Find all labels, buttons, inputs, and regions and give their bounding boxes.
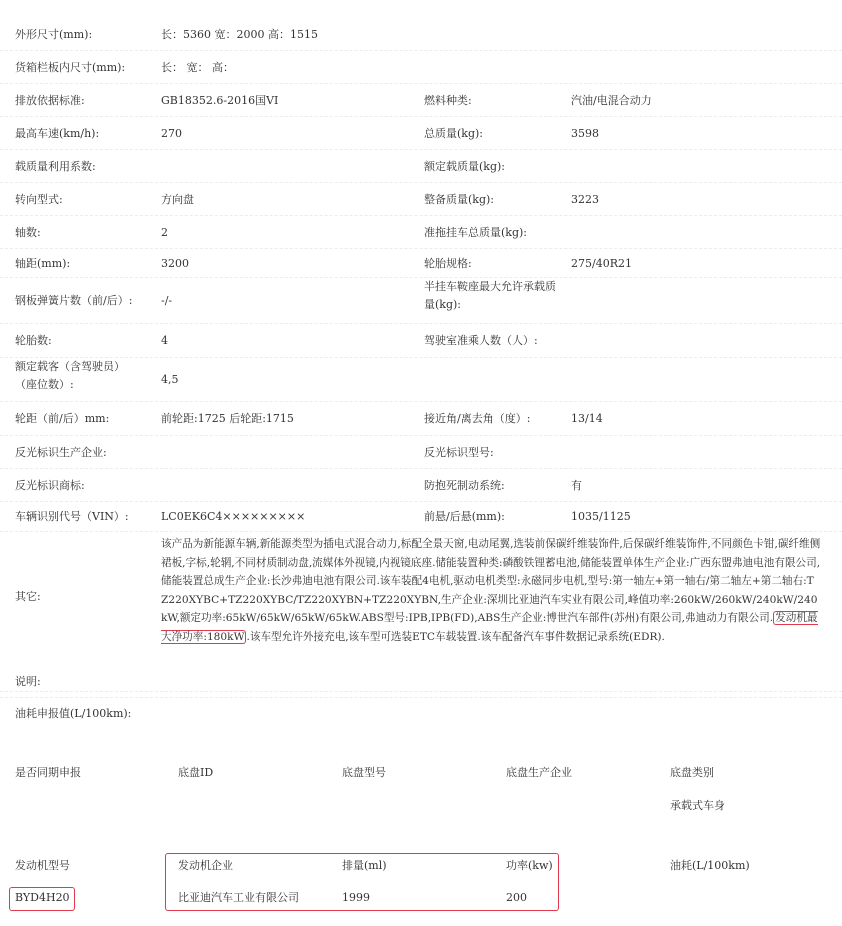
spec-label-right: 接近角/离去角（度）: bbox=[424, 412, 531, 425]
engine-header-power: 功率(kw) bbox=[506, 859, 553, 872]
spec-value: 3200 bbox=[161, 257, 189, 270]
spec-value: 前轮距:1725 后轮距:1715 bbox=[161, 412, 294, 425]
engine-header-displacement: 排量(ml) bbox=[342, 859, 387, 872]
spec-row bbox=[0, 84, 842, 117]
spec-row-fuel bbox=[0, 700, 842, 730]
spec-label: 最高车速(km/h): bbox=[15, 127, 100, 140]
spec-label-other: 其它: bbox=[15, 590, 41, 603]
spec-label: 轴距(mm): bbox=[15, 257, 71, 270]
chassis-header-sync: 是否同期申报 bbox=[15, 766, 81, 779]
spec-label-right: 准拖挂车总质量(kg): bbox=[424, 226, 527, 239]
fuel-label: 油耗申报值(L/100km): bbox=[15, 707, 132, 720]
spec-label: 反光标识生产企业: bbox=[15, 446, 107, 459]
other-text-before: 该产品为新能源车辆,新能源类型为插电式混合动力,标配全景天窗,电动尾翼,选装前保碳纤维装饰件,后保碳纤维装饰件,不同颜色卡钳,碳纤维侧裙板,字标,轮辋,不同材质制动盘,流媒体外视镜,内视镜底座.储能装置种类:磷酸铁锂蓄电池,储能装置单体生产企业:广西东盟弗迪电池有限公司,储能装置总成生产企业:长沙弗迪电池有限公司.该车装配4电机,驱动电机类型:永磁同步电机,型号:第一轴左+第一轴右/第二轴左+第二轴右:TZ220XYBC+TZ220XYBC/TZ220XYBN+TZ220XYBN,生产企业:深圳比亚迪汽车实业有限公司,峰值功率:260kW/260kW/240kW/240kW,额定功率:65kW/65kW/65kW/65kW.ABS型号:IPB,IPB(FD),ABS生产企业:博世汽车部件(苏州)有限公司,弗迪动力有限公司. bbox=[161, 538, 821, 624]
spec-row-note bbox=[0, 668, 842, 698]
spec-value-right: 有 bbox=[571, 479, 582, 492]
spec-label: 货箱栏板内尺寸(mm): bbox=[15, 61, 126, 74]
spec-value-right: 275/40R21 bbox=[571, 257, 632, 270]
spec-row bbox=[0, 324, 842, 358]
chassis-header-id: 底盘ID bbox=[178, 766, 214, 779]
spec-row bbox=[0, 216, 842, 249]
spec-row bbox=[0, 469, 842, 502]
spec-row bbox=[0, 402, 842, 436]
spec-label-right: 驾驶室准乘人数（人）: bbox=[424, 334, 538, 347]
spec-value-right: 3598 bbox=[571, 127, 599, 140]
chassis-header-maker: 底盘生产企业 bbox=[506, 766, 572, 779]
spec-value: 2 bbox=[161, 226, 168, 239]
engine-header-fuel: 油耗(L/100km) bbox=[670, 859, 750, 872]
engine-header-model: 发动机型号 bbox=[15, 859, 70, 872]
engine-power-value: 200 bbox=[506, 891, 527, 904]
chassis-header-model: 底盘型号 bbox=[342, 766, 386, 779]
spec-value-right: 1035/1125 bbox=[571, 510, 631, 523]
spec-label: 车辆识别代号（VIN）: bbox=[15, 510, 129, 523]
spec-label: 钢板弹簧片数（前/后）: bbox=[15, 294, 133, 307]
spec-row bbox=[0, 18, 842, 51]
spec-label-right: 防抱死制动系统: bbox=[424, 479, 505, 492]
spec-label-right: 整备质量(kg): bbox=[424, 193, 494, 206]
spec-value: -/- bbox=[161, 294, 173, 307]
spec-value: 长： 宽： 高： bbox=[161, 61, 234, 74]
spec-label-right: 半挂车鞍座最大允许承载质量(kg): bbox=[424, 280, 556, 311]
spec-value-right: 13/14 bbox=[571, 412, 603, 425]
other-description bbox=[161, 535, 821, 646]
spec-row bbox=[0, 150, 842, 183]
engine-model-value: BYD4H20 bbox=[15, 891, 70, 904]
engine-header-maker: 发动机企业 bbox=[178, 859, 233, 872]
spec-label: 转向型式: bbox=[15, 193, 63, 206]
spec-row bbox=[0, 502, 842, 532]
spec-label: 载质量利用系数: bbox=[15, 160, 96, 173]
spec-label: 轮距（前/后）mm: bbox=[15, 412, 110, 425]
engine-model-highlight-box bbox=[9, 887, 75, 911]
engine-highlight-box bbox=[165, 853, 559, 911]
spec-value-right: 3223 bbox=[571, 193, 599, 206]
engine-maker-value: 比亚迪汽车工业有限公司 bbox=[178, 891, 299, 904]
note-label: 说明: bbox=[15, 675, 41, 688]
spec-value: 长：5360 宽：2000 高：1515 bbox=[161, 28, 318, 41]
spec-label: 排放依据标准: bbox=[15, 94, 85, 107]
spec-label: 额定载客（含驾驶员）（座位数）: bbox=[15, 360, 125, 391]
spec-row bbox=[0, 278, 842, 324]
spec-row bbox=[0, 117, 842, 150]
spec-label: 轮胎数: bbox=[15, 334, 52, 347]
spec-row bbox=[0, 358, 842, 402]
spec-label-right: 燃料种类: bbox=[424, 94, 472, 107]
spec-label-right: 前悬/后悬(mm): bbox=[424, 510, 505, 523]
spec-value: 4 bbox=[161, 334, 168, 347]
engine-displacement-value: 1999 bbox=[342, 891, 370, 904]
spec-label-right: 额定载质量(kg): bbox=[424, 160, 505, 173]
other-text-after: .该车型允许外接充电,该车型可选装ETC车载装置.该车配备汽车事件数据记录系统(EDR). bbox=[246, 630, 665, 643]
spec-value: LC0EK6C4××××××××× bbox=[161, 510, 306, 523]
spec-value: 4,5 bbox=[161, 373, 179, 386]
spec-label: 轴数: bbox=[15, 226, 41, 239]
spec-value: 270 bbox=[161, 127, 182, 140]
spec-row bbox=[0, 436, 842, 469]
spec-value-right: 汽油/电混合动力 bbox=[571, 94, 652, 107]
spec-label-right: 总质量(kg): bbox=[424, 127, 483, 140]
engine-max-power-highlight: 发动机最大净功率:180kW bbox=[161, 612, 818, 643]
spec-value: GB18352.6-2016国VI bbox=[161, 94, 279, 107]
spec-row bbox=[0, 183, 842, 216]
spec-row bbox=[0, 51, 842, 84]
chassis-body-type: 承载式车身 bbox=[670, 799, 725, 812]
spec-label-right: 反光标识型号: bbox=[424, 446, 494, 459]
spec-row bbox=[0, 249, 842, 278]
chassis-header-type: 底盘类别 bbox=[670, 766, 714, 779]
spec-label-right: 轮胎规格: bbox=[424, 257, 472, 270]
spec-label: 反光标识商标: bbox=[15, 479, 85, 492]
spec-label: 外形尺寸(mm): bbox=[15, 28, 93, 41]
spec-value: 方向盘 bbox=[161, 193, 194, 206]
